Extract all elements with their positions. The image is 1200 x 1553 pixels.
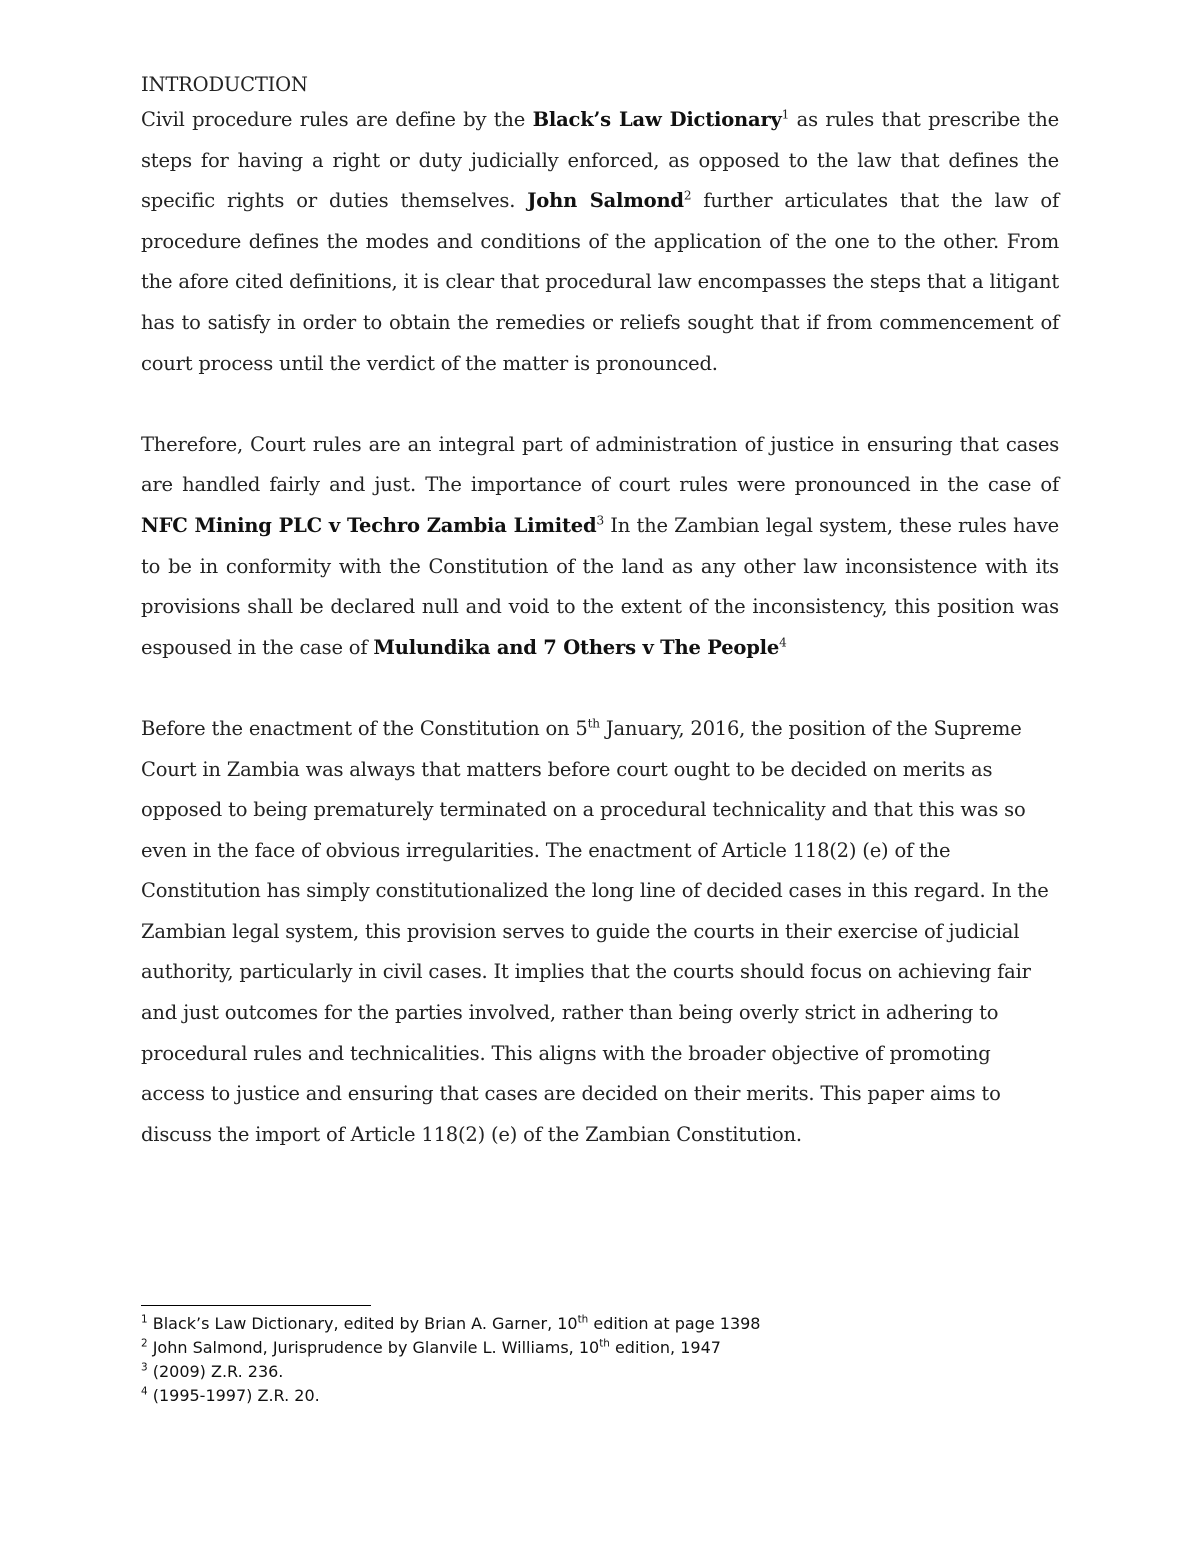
footnote-number: 1 [141,1313,148,1326]
case-ref-mulundika: Mulundika and 7 Others v The People [373,635,780,659]
footnote-text: Black’s Law Dictionary, edited by Brian A. Garner, 10 [147,1314,578,1333]
footnote-text: (2009) Z.R. 236. [147,1362,284,1381]
footnote-item-2 [141,1336,1041,1360]
paragraph-gap [141,384,1059,425]
footnote-item-4 [141,1384,1041,1408]
footnote-ref-3[interactable]: 3 [596,513,604,528]
footnote-separator [141,1305,371,1306]
footnote-number: 4 [141,1385,148,1398]
p3-text-1: Before the enactment of the Constitution on 5 [141,716,588,740]
paragraph-2 [141,425,1059,669]
paragraph-gap [141,668,1059,709]
footnote-item-1 [141,1312,1041,1336]
p2-text-1: Therefore, Court rules are an integral part of administration of justice in ensuring that cases are handled fairly and just. The importance of court rules were pronounced in the case of [141,432,1059,497]
case-ref-blacks-law: Black’s Law Dictionary [532,108,782,131]
p1-text-3: further articulates that the law of procedure defines the modes and conditions of the application of the one to the other. From the afore cited definitions, it is clear that procedural law encompasses the steps that a litigant has to satisfy in order to obtain the remedies or reliefs sought that if from commencement of court process until the verdict of the matter is pronounced. [141,189,1059,375]
p1-text-2: as rules that prescribe the steps for having a right or duty judicially enforced, as opposed to the law that defines the specific rights or duties themselves. [141,108,1060,213]
footnote-item-3 [141,1360,1041,1384]
footnote-ordinal: th [577,1313,589,1326]
footnote-text-end: edition, 1947 [609,1338,721,1357]
footnote-text: (1995-1997) Z.R. 20. [147,1386,320,1405]
footnote-number: 2 [141,1337,148,1350]
section-heading: INTRODUCTION [141,73,308,96]
paragraph-1 [141,100,1059,384]
footnote-ref-2[interactable]: 2 [683,188,692,203]
paragraph-3 [141,709,1059,1156]
p1-text-1: Civil procedure rules are define by the [141,108,533,131]
footnote-ref-1[interactable]: 1 [781,107,790,122]
footnote-number: 3 [141,1361,148,1374]
footnote-ordinal: th [599,1337,610,1350]
author-ref-john-salmond: John Salmond [527,189,684,213]
footnote-text-end: edition at page 1398 [588,1314,761,1333]
case-ref-nfc-mining: NFC Mining PLC v Techro Zambia Limited [141,513,597,537]
p2-text-2: In the Zambian legal system, these rules have to be in conformity with the Constitution of the land as any other law inconsistence with its provisions shall be declared null and void to the extent of the inconsistency, this position was espoused in the case of [141,513,1059,659]
ordinal-suffix: th [587,716,600,731]
footnotes-section [141,1305,1041,1408]
footnote-ref-4[interactable]: 4 [779,635,787,650]
p3-text-2: January, 2016, the position of the Supreme Court in Zambia was always that matters before court ought to be decided on merits as opposed to being prematurely terminated on a procedural technicality and that this was so even in the face of obvious irregularities. The enactment of Article 118(2) (e) of the Constitution has simply constitutionalized the long line of decided cases in this regard. In the Zambian legal system, this provision serves to guide the courts in their exercise of judicial authority, particularly in civil cases. It implies that the courts should focus on achieving fair and just outcomes for the parties involved, rather than being overly strict in adhering to procedural rules and technicalities. This aligns with the broader objective of promoting access to justice and ensuring that cases are decided on their merits. This paper aims to discuss the import of Article 118(2) (e) of the Zambian Constitution. [141,716,1049,1146]
body-text [141,70,1059,1155]
footnote-text: John Salmond, Jurisprudence by Glanvile L. Williams, 10 [147,1338,600,1357]
